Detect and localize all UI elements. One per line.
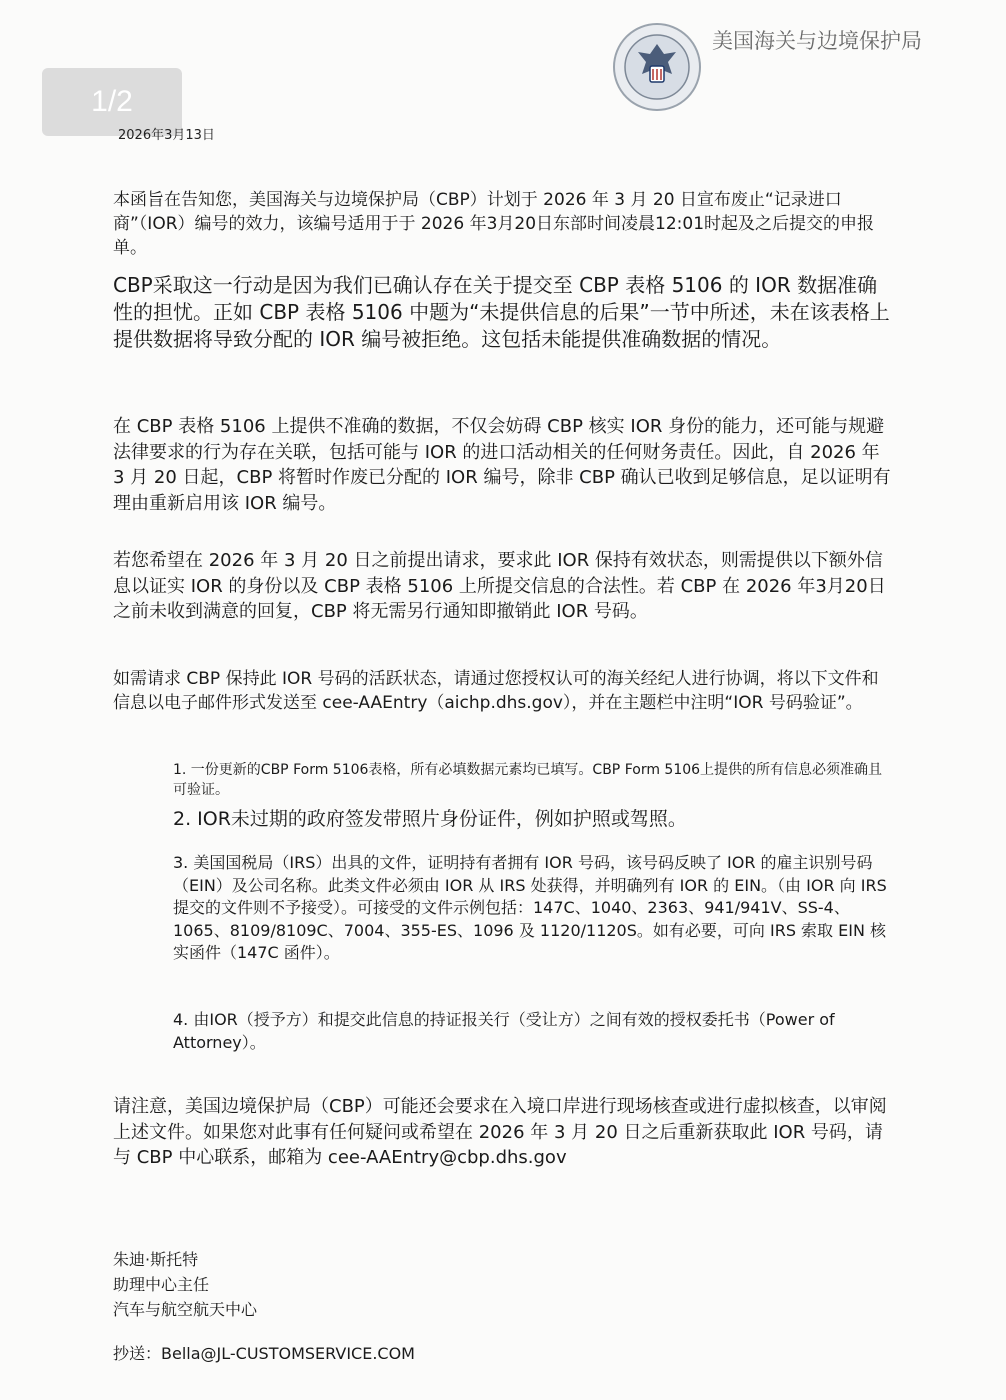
list-item: 4. 由IOR（授予方）和提交此信息的持证报关行（受让方）之间有效的授权委托书（Power of Attorney）。: [173, 1010, 835, 1052]
cc-line: [113, 1341, 415, 1364]
cbp-seal-icon: [612, 22, 702, 112]
page-indicator: 1/2: [42, 68, 182, 136]
list-item: 1. 一份更新的CBP Form 5106表格，所有必填数据元素均已填写。CBP Form 5106上提供的所有信息必须准确且可验证。: [173, 762, 883, 798]
paragraph-6: 请注意，美国边境保护局（CBP）可能还会要求在入境口岸进行现场核查或进行虚拟核查，以审阅上述文件。如果您对此事有任何疑问或希望在 2026 年 3 月 20 日之后重新获取此 IOR 号码，请与 CBP 中心联系，邮箱为 cee-AAEntry@cbp.dhs.gov: [113, 1096, 887, 1168]
paragraph-2: CBP采取这一行动是因为我们已确认存在关于提交至 CBP 表格 5106 的 IOR 数据准确性的担忧。正如 CBP 表格 5106 中题为“未提供信息的后果”一节中所述，未在该表格上提供数据将导致分配的 IOR 编号被拒绝。这包括未能提供准确数据的情况。: [113, 273, 890, 351]
signatory-name: 朱迪·斯托特: [113, 1250, 199, 1269]
paragraph-3: 在 CBP 表格 5106 上提供不准确的数据，不仅会妨碍 CBP 核实 IOR 身份的能力，还可能与规避法律要求的行为存在关联，包括可能与 IOR 的进口活动相关的任何财务责任。因此，自 2026 年 3 月 20 日起，CBP 将暂时作废已分配的 IOR 编号，除非 CBP 确认已收到足够信息，足以证明有理由重新启用该 IOR 编号。: [113, 416, 891, 514]
paragraph-5: 如需请求 CBP 保持此 IOR 号码的活跃状态，请通过您授权认可的海关经纪人进行协调，将以下文件和信息以电子邮件形式发送至 cee-AAEntry（aichp.dhs.gov），并在主题栏中注明“IOR 号码验证”。: [113, 669, 879, 713]
list-item: 2. IOR未过期的政府签发带照片身份证件，例如护照或驾照。: [173, 808, 687, 830]
cc-email: Bella@JL-CUSTOMSERVICE.COM: [161, 1344, 415, 1363]
list-item: 3. 美国国税局（IRS）出具的文件，证明持有者拥有 IOR 号码，该号码反映了 IOR 的雇主识别号码（EIN）及公司名称。此类文件必须由 IOR 从 IRS 处获得，并明确列有 IOR 的 EIN。（由 IOR 向 IRS 提交的文件则不予接受）。可接受的文件示例包括：147C、1040、2363、941/941V、SS-4、1065、8109/8109C、7004、355-ES、1096 及 1120/1120S。如有必要，可向 IRS 索取 EIN 核实函件（147C 函件）。: [173, 853, 887, 962]
agency-name: 美国海关与边境保护局: [712, 29, 922, 53]
signatory-center: 汽车与航空航天中心: [113, 1300, 258, 1319]
signatory-title: 助理中心主任: [113, 1275, 210, 1294]
letter-date: 2026年3月13日: [118, 128, 215, 143]
cc-label: 抄送：: [113, 1344, 162, 1363]
paragraph-1: 本函旨在告知您，美国海关与边境保护局（CBP）计划于 2026 年 3 月 20 日宣布废止“记录进口商”（IOR）编号的效力，该编号适用于于 2026 年3月20日东部时间凌晨12:01时起及之后提交的申报单。: [113, 190, 875, 258]
paragraph-4: 若您希望在 2026 年 3 月 20 日之前提出请求，要求此 IOR 保持有效状态，则需提供以下额外信息以证实 IOR 的身份以及 CBP 表格 5106 上所提交信息的合法性。若 CBP 在 2026 年3月20日之前未收到满意的回复，CBP 将无需另行通知即撤销此 IOR 号码。: [113, 550, 886, 622]
